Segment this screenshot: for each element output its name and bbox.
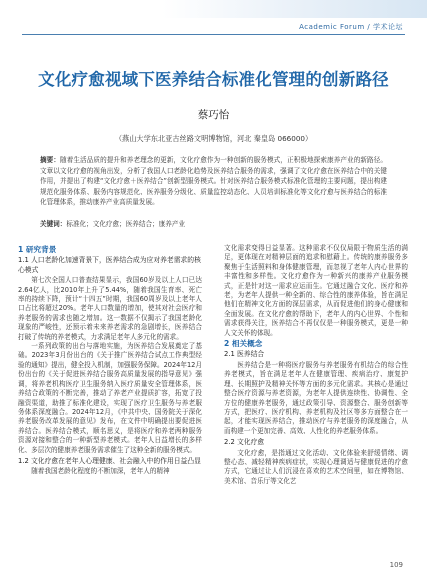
- abstract: [40, 155, 387, 208]
- body-paragraph: 一系列政策的出台与落地实施，为医养结合发展奠定了基础。2023年3月份出台的《关于推广医养结合试点工作典型经验的通知》提出，健全投入机制，加强服务保障。2024年12月份出台的《关于促进医养结合服务高质量发展的指导意见》强调，将养老机构医疗卫生服务纳入医疗质量安全管理体系，医养结合政策的不断完善，推动了养老产业提质扩容，拓宽了投融资渠道，助推了标准化建设，实现了医疗卫生服务与养老服务体系深度融合。2024年12月，《中共中央、国务院关于深化养老服务改革发展的意见》发布，在文件中明确提出要促进医养结合。医养结合模式，顺名思义，是将医疗和养老两种服务资源对接和整合的一种新型养老模式。老年人日益增长的多样化、多层次的健康养老服务需求催生了这种全新的服务模式。: [18, 342, 202, 454]
- keywords-label: 关键词：: [40, 220, 67, 228]
- subsection-heading: 1.2 文化疗愈在老年人心理健康、社会融入中的作用日益凸显: [18, 456, 201, 465]
- keywords-text: 标准化；文化疗愈；医养结合；康养产业: [66, 220, 186, 228]
- body-paragraph: 第七次全国人口普查结果显示，我国60岁及以上人口已达2.64亿人，比2010年上升了5.44%，随着我国生育率、死亡率的持续下降，预计“十四五”时期，我国60周岁及以上老年人口占比将超过20%。老年人口数量的增加，使其对社会医疗和养老服务的需求也随之增加。这一数据不仅揭示了我国老龄化现象的严峻性，还预示着未来养老需求的急剧增长，医养结合打破了传统的养老模式，力求满足老年人多元化的需求。: [18, 276, 202, 341]
- body-paragraph: 随着我国老龄化程度的不断加深，老年人的精神: [31, 467, 170, 476]
- author-affiliation: （燕山大学东北亚古丝路文明博物馆，河北 秦皇岛 066000）: [114, 134, 313, 143]
- section-heading: 1 研究背景: [18, 245, 57, 254]
- header-rule: [22, 34, 405, 35]
- article-title: 文化疗愈视域下医养结合标准化管理的创新路径: [38, 70, 389, 89]
- section-heading: 2 相关概念: [224, 339, 263, 349]
- abstract-label: 摘要：: [40, 156, 61, 164]
- header-band: [162, 0, 427, 18]
- abstract-text: 随着生活品质的提升和养老理念的更新，文化疗愈作为一种创新的服务模式，正积极地探索康养产业的新路径。文章以文化疗愈的视角出发，分析了我国人口老龄化趋势及医养结合服务的需求，强调了文化疗愈在医养结合中的关键作用，并提出了构建“文化疗愈＋医养结合”创新型服务模式。针对医养结合服务模式标准化管理的主要问题，提出构建规范化服务体系、服务内容规范化、医养服务分级化、质量监控动态化、人员培训标准化等文化疗愈与医养结合的标准化管理体系，推动康养产业高质量发展。: [40, 156, 388, 207]
- subsection-heading: 2.2 文化疗愈: [224, 438, 265, 447]
- left-column: [18, 244, 202, 477]
- keywords: [40, 218, 387, 228]
- right-column: [224, 244, 408, 486]
- article-author: 蔡巧怡: [197, 109, 230, 121]
- page-header: [0, 0, 427, 46]
- body-paragraph: 文化疗愈，是指通过文化活动、文化体验来舒缓情绪、调整心态、减轻精神疾病症状，实现心理调适与健康促进的疗愈方式，它通过让人们沉浸在喜欢的艺术空间里，如在博物馆、美术馆、音乐厅等文化艺: [224, 448, 408, 485]
- subsection-heading: 1.1 人口老龄化加速背景下，医养结合成为应对养老需求的核心模式: [18, 256, 201, 274]
- subsection-heading: 2.1 医养结合: [224, 350, 265, 359]
- page-number: 109: [389, 561, 403, 569]
- body-paragraph: 文化需求变得日益显著。这种需求不仅仅局限于物质生活的满足，更体现在对精神层面的追求和慰藉上。传统的康养服务多聚焦于生活照料和身体健康管理，而忽视了老年人内心世界的丰富性和多样性。文化疗愈作为一种新兴的康养产业服务模式，正是针对这一需求应运而生。它通过融合文化、医疗和养老，为老年人提供一种全新的、综合性的康养体验，旨在满足他们在精神文化方面的深层需求，从而促进他们的身心健康和全面发展。在文化疗愈的帮助下，老年人的内心世界、个性和需求获得关注，医养结合不再仅仅是一种服务模式，更是一种人文关怀的体现。: [224, 244, 408, 337]
- body-paragraph: 医养结合是一种将医疗服务与养老服务有机结合的综合性养老模式，旨在满足老年人在健康管理、疾病治疗、康复护理、长期照护及精神关怀等方面的多元化需求。其核心是通过整合医疗资源与养老资源，为老年人提供连续性、协调性、全方位的健康养老服务，通过政策引导、资源整合、服务创新等方式，把医疗、医疗机构、养老机构及社区等多方面整合在一起，才能实现医养结合，推动医疗与养老服务的深度融合，从而构建一个更加完善、高效、人性化的养老服务体系。: [224, 360, 408, 435]
- journal-section-label: Academic Forum / 学术论坛: [299, 23, 403, 31]
